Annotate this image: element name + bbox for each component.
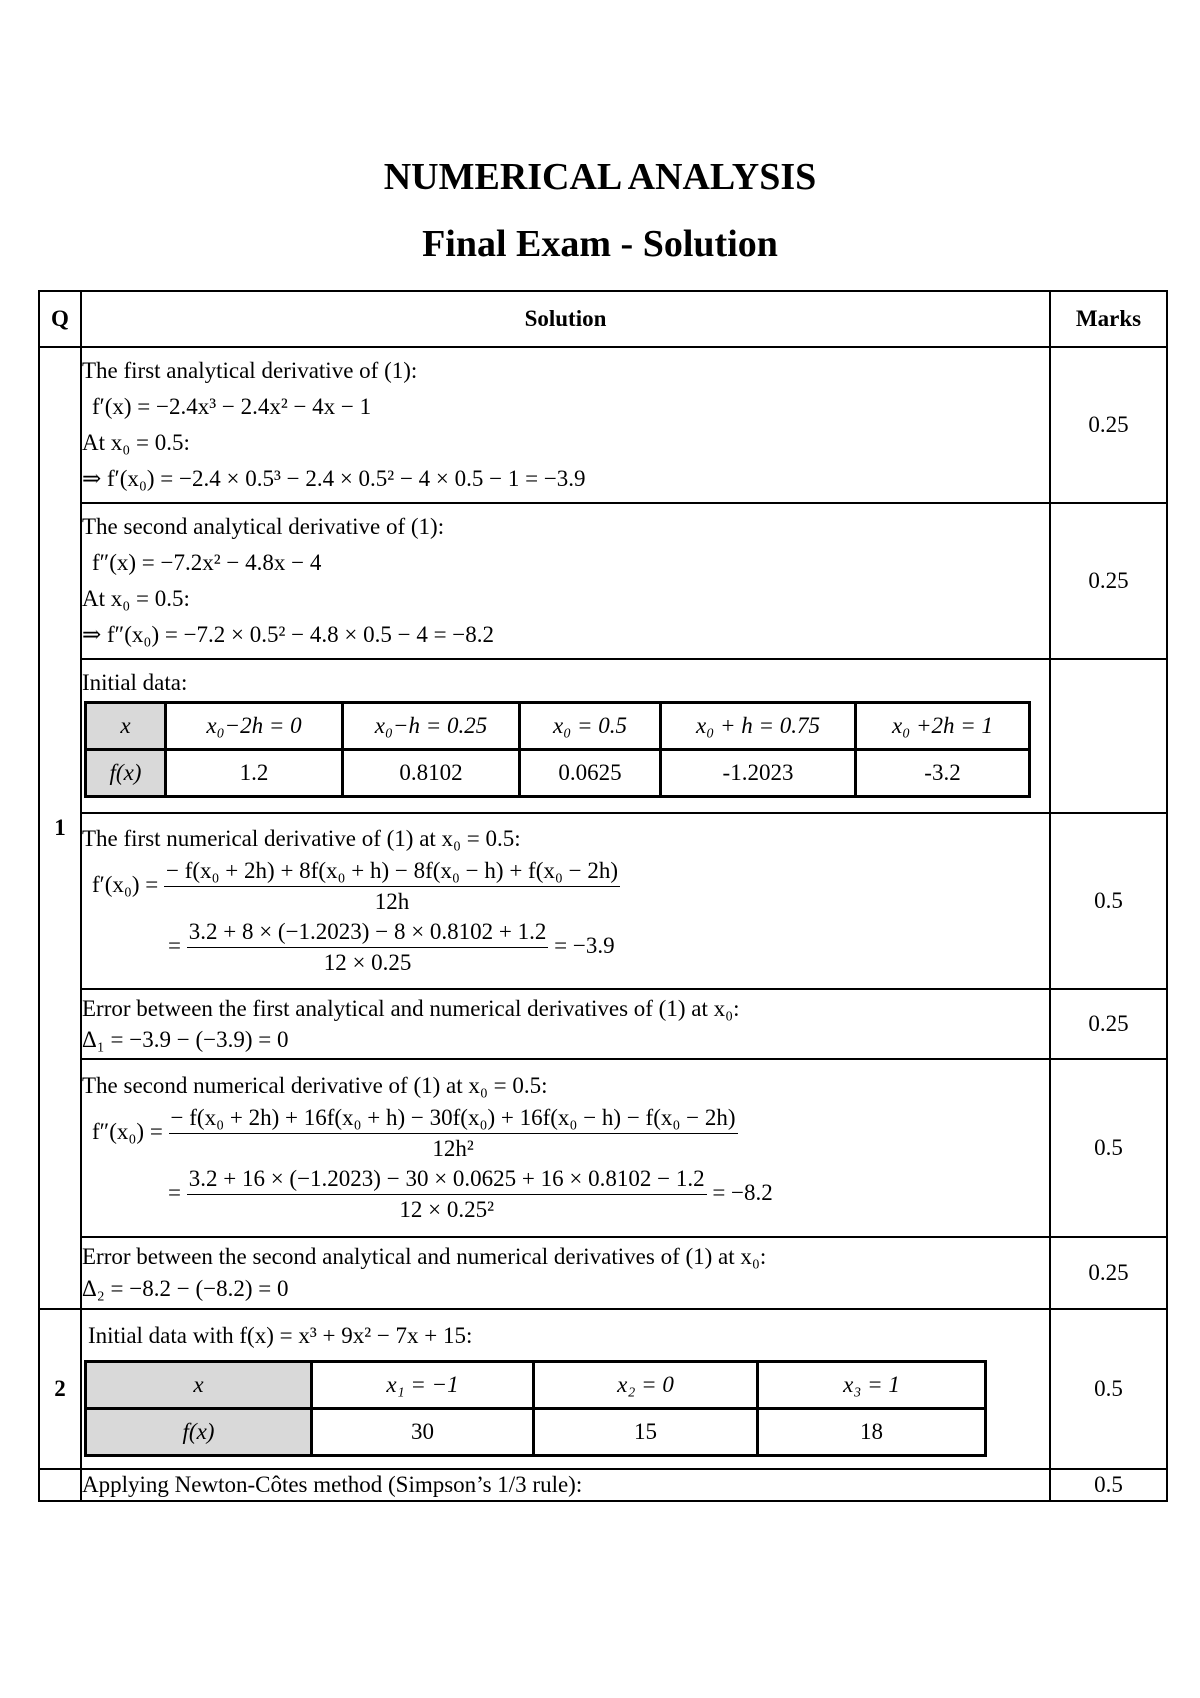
header-row <box>39 291 1167 347</box>
solution-cell <box>81 347 1050 503</box>
solution-cell <box>81 1309 1050 1469</box>
data-cell: 1.2 <box>166 749 343 796</box>
data-cell: x₁ = −1 <box>312 1361 534 1408</box>
mark-value: 0.5 <box>1050 1469 1167 1501</box>
solution-line: The first analytical derivative of (1): <box>82 358 418 383</box>
equation-block <box>82 1164 1049 1225</box>
solution-cell <box>81 989 1050 1059</box>
fraction-numerator: 3.2 + 8 × (−1.2023) − 8 × 0.8102 + 1.2 <box>187 917 549 948</box>
question-number-2: 2 <box>39 1309 81 1469</box>
fraction-numerator: − f(x₀ + 2h) + 8f(x₀ + h) − 8f(x₀ − h) + f(x₀ − 2h) <box>164 856 620 887</box>
equation-equals: = <box>168 1179 181 1205</box>
solution-line: Initial data with f(x) = x³ + 9x² − 7x + 15: <box>88 1322 473 1348</box>
equation: f′(x) = −2.4x³ − 2.4x² − 4x − 1 <box>92 394 372 419</box>
q1-row-error-second <box>39 1237 1167 1309</box>
fraction-numerator: 3.2 + 16 × (−1.2023) − 30 × 0.0625 + 16 × 0.8102 − 1.2 <box>187 1164 707 1195</box>
q2-row-initial-data <box>39 1309 1167 1469</box>
data-cell: 0.0625 <box>520 749 661 796</box>
equation: Δ₁ = −3.9 − (−3.9) = 0 <box>82 1027 289 1052</box>
q1-row-numerical-second <box>39 1059 1167 1237</box>
mark-value: 0.25 <box>1050 503 1167 659</box>
fraction <box>164 856 620 917</box>
fraction <box>187 1164 707 1225</box>
mark-value: 0.5 <box>1050 1309 1167 1469</box>
mark-value: 0.25 <box>1050 347 1167 503</box>
equation-lhs: f′(x₀) = <box>92 871 159 897</box>
solution-line: At x₀ = 0.5: <box>82 586 190 611</box>
fraction <box>169 1103 738 1164</box>
data-row-f <box>86 1408 986 1455</box>
q1-row-analytical-first <box>39 347 1167 503</box>
fraction-denominator: 12h² <box>432 1136 474 1161</box>
data-cell: 30 <box>312 1408 534 1455</box>
data-cell: x₀−2h = 0 <box>166 702 343 749</box>
data-cell: x₃ = 1 <box>758 1361 986 1408</box>
equation: ⇒ f′(x₀) = −2.4 × 0.5³ − 2.4 × 0.5² − 4 × 0.5 − 1 = −3.9 <box>82 466 586 491</box>
question-number-1: 1 <box>39 347 81 1309</box>
data-cell: 15 <box>534 1408 758 1455</box>
solution-cell <box>81 1469 1050 1501</box>
solution-line: The second analytical derivative of (1): <box>82 514 445 539</box>
initial-data-table-q2 <box>84 1360 987 1457</box>
data-cell: x₂ = 0 <box>534 1361 758 1408</box>
solution-line: Initial data: <box>82 669 188 695</box>
data-cell: x <box>86 1361 312 1408</box>
solution-line: The second numerical derivative of (1) at x₀ = 0.5: <box>82 1073 548 1098</box>
data-cell: 18 <box>758 1408 986 1455</box>
data-cell: -1.2023 <box>661 749 856 796</box>
header-q: Q <box>39 291 81 347</box>
equation-result: = −3.9 <box>554 932 615 958</box>
data-row-x <box>86 1361 986 1408</box>
equation-lhs: f″(x₀) = <box>92 1118 163 1144</box>
equation: ⇒ f″(x₀) = −7.2 × 0.5² − 4.8 × 0.5 − 4 = −8.2 <box>82 622 495 647</box>
equation-block <box>82 917 1049 978</box>
q1-row-error-first <box>39 989 1167 1059</box>
q1-row-numerical-first <box>39 813 1167 989</box>
page-subtitle: Final Exam - Solution <box>422 223 778 265</box>
equation: f″(x) = −7.2x² − 4.8x − 4 <box>92 550 322 575</box>
initial-data-table <box>84 701 1031 798</box>
page-title: NUMERICAL ANALYSIS <box>383 156 817 198</box>
solution-line: At x₀ = 0.5: <box>82 430 190 455</box>
question-number-cell-empty <box>39 1469 81 1501</box>
solution-cell <box>81 1237 1050 1309</box>
header-marks: Marks <box>1050 291 1167 347</box>
mark-value: 0.5 <box>1050 1059 1167 1237</box>
data-cell: x₀ = 0.5 <box>520 702 661 749</box>
header-solution: Solution <box>81 291 1050 347</box>
q1-row-analytical-second <box>39 503 1167 659</box>
data-row-x <box>86 702 1030 749</box>
fraction <box>187 917 549 978</box>
data-cell: -3.2 <box>856 749 1030 796</box>
data-cell: x₀−h = 0.25 <box>343 702 520 749</box>
q1-row-initial-data <box>39 659 1167 813</box>
mark-value-empty <box>1050 659 1167 813</box>
solution-cell <box>81 503 1050 659</box>
solution-line: The first numerical derivative of (1) at x₀ = 0.5: <box>82 826 521 851</box>
data-cell: x₀ +2h = 1 <box>856 702 1030 749</box>
solution-line: Error between the first analytical and numerical derivatives of (1) at x₀: <box>82 996 740 1021</box>
equation-block <box>82 856 1049 917</box>
solution-cell <box>81 659 1050 813</box>
data-cell: x <box>86 702 166 749</box>
solution-line: Applying Newton-Côtes method (Simpson’s 1/3 rule): <box>82 1472 583 1497</box>
fraction-denominator: 12 × 0.25 <box>323 950 412 975</box>
data-cell: f(x) <box>86 749 166 796</box>
fraction-numerator: − f(x₀ + 2h) + 16f(x₀ + h) − 30f(x₀) + 16f(x₀ − h) − f(x₀ − 2h) <box>169 1103 738 1134</box>
mark-value: 0.25 <box>1050 989 1167 1059</box>
mark-value: 0.25 <box>1050 1237 1167 1309</box>
data-row-f <box>86 749 1030 796</box>
equation: Δ₂ = −8.2 − (−8.2) = 0 <box>82 1276 289 1301</box>
data-cell: x₀ + h = 0.75 <box>661 702 856 749</box>
solution-cell <box>81 813 1050 989</box>
solution-line: Error between the second analytical and numerical derivatives of (1) at x₀: <box>82 1244 767 1269</box>
solution-cell <box>81 1059 1050 1237</box>
equation-block <box>82 1103 1049 1164</box>
data-cell: 0.8102 <box>343 749 520 796</box>
q2-row-newton-cotes <box>39 1469 1167 1501</box>
fraction-denominator: 12h <box>374 889 410 914</box>
data-cell: f(x) <box>86 1408 312 1455</box>
solution-table <box>38 290 1168 1502</box>
fraction-denominator: 12 × 0.25² <box>399 1197 494 1222</box>
mark-value: 0.5 <box>1050 813 1167 989</box>
equation-equals: = <box>168 932 181 958</box>
equation-result: = −8.2 <box>712 1179 773 1205</box>
